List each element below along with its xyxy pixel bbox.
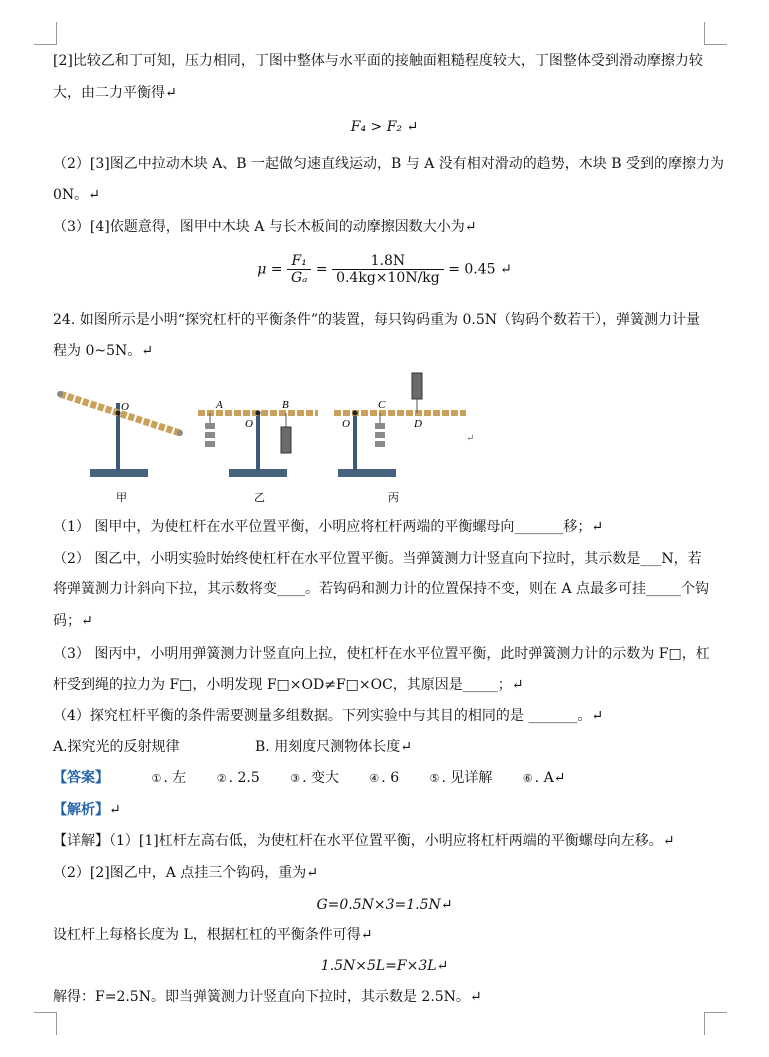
- sub-question-1: （1） 图甲中，为使杠杆在水平位置平衡，小明应将杠杆两端的平衡螺母向_______移；↵: [53, 519, 604, 535]
- option-b: B. 用刻度尺测物体长度↵: [255, 739, 412, 755]
- point-b-label: B: [282, 399, 289, 411]
- equation: G=0.5N×3=1.5N↵: [316, 897, 453, 913]
- lever-figure-yi: [198, 399, 318, 504]
- sub-question-3-line: （3） 图丙中，小明用弹簧测力计竖直向上拉，使杠杆在水平位置平衡，此时弹簧测力计的示数为 F□，杠: [53, 646, 710, 662]
- text-line: 设杠杆上每格长度为 L，根据杠杠的平衡条件可得↵: [53, 927, 373, 943]
- figure-caption: 丙: [388, 491, 399, 504]
- stand-pole: [353, 413, 357, 471]
- spring-scale: [412, 373, 422, 399]
- friction-coefficient-equation: [0, 253, 769, 286]
- lever-figure-jia: [57, 391, 183, 504]
- text-line: [2]比较乙和丁可知，压力相同，丁图中整体与水平面的接触面粗糙程度较大，丁图整体受到滑动摩擦力较: [53, 53, 703, 69]
- option-a: A.探究光的反射规律: [53, 739, 180, 755]
- text-line: （2）[3]图乙中拉动木块 A、B 一起做匀速直线运动，B 与 A 没有相对滑动的趋势，木块 B 受到的摩擦力为: [53, 156, 724, 172]
- page-corner-mark: [34, 22, 57, 45]
- answer-label: 【答案】: [53, 770, 109, 786]
- fraction-symbolic: [287, 253, 311, 286]
- hook-weight: [375, 441, 385, 447]
- answer-item: ③ . 变大: [290, 770, 339, 786]
- fraction-numerator: 1.8N: [332, 253, 444, 270]
- answer-item: ⑥ . A↵: [522, 770, 566, 786]
- detail-label: 【详解】: [53, 833, 109, 849]
- equation: 1.5N×5L=F×3L↵: [320, 958, 449, 974]
- paragraph-mark: ↵: [109, 802, 121, 818]
- stand-base: [338, 469, 396, 477]
- fraction-denominator: 0.4kg×10N/kg: [336, 270, 440, 286]
- equation-result: = 0.45 ↵: [448, 261, 512, 278]
- point-a-label: A: [216, 399, 223, 411]
- paragraph-mark: ↵: [466, 433, 475, 444]
- text-line: （2）[2]图乙中，A 点挂三个钩码，重为↵: [53, 865, 319, 881]
- question-24-line: 24. 如图所示是小明“探究杠杆的平衡条件”的装置，每只钩码重为 0.5N（钩码个数若干），弹簧测力计量: [53, 312, 700, 328]
- figure-caption: 甲: [116, 491, 127, 504]
- text-line: 解得：F=2.5N。即当弹簧测力计竖直向下拉时，其示数是 2.5N。↵: [53, 989, 482, 1005]
- page-corner-mark: [704, 1012, 727, 1035]
- analysis-line: [53, 801, 121, 819]
- hook-weight: [375, 423, 385, 429]
- balance-nut: [57, 391, 63, 397]
- fraction-numerator: F₁: [287, 253, 311, 270]
- sub-question-2-line: 将弹簧测力计斜向下拉，其示数将变____。若钩码和测力计的位置保持不变，则在 A 点最多可挂_____个钩: [53, 581, 710, 597]
- answer-item: ② . 2.5: [216, 770, 260, 786]
- sub-question-2-line: 码；↵: [53, 613, 93, 629]
- hook-weight: [205, 423, 215, 429]
- answer-item: ④ . 6: [369, 770, 400, 786]
- equation: F₄ > F₂ ↵: [350, 119, 419, 135]
- detail-text: （1）[1]杠杆左高右低，为使杠杆在水平位置平衡，小明应将杠杆两端的平衡螺母向左移。↵: [109, 833, 675, 849]
- pivot-point: [353, 411, 358, 416]
- pivot-point: [116, 411, 121, 416]
- pivot-label: O: [342, 418, 350, 430]
- hook-weight: [205, 432, 215, 438]
- point-d-label: D: [414, 418, 422, 430]
- analysis-label: 【解析】: [53, 802, 109, 818]
- sub-question-3-line: 杆受到绳的拉力为 F□，小明发现 F□×OD≠F□×OC，其原因是_____；↵: [53, 677, 524, 693]
- hook-weight: [375, 432, 385, 438]
- page-corner-mark: [34, 1012, 57, 1035]
- lever-figure-bing: [334, 373, 474, 504]
- figure-caption: 乙: [254, 491, 265, 504]
- fraction-numeric: [332, 253, 444, 286]
- answer-line: [53, 769, 591, 788]
- text-line: （3）[4]依题意得，图甲中木块 A 与长木板间的动摩擦因数大小为↵: [53, 219, 477, 235]
- page-corner-mark: [704, 22, 727, 45]
- text-line: 大，由二力平衡得↵: [53, 85, 177, 101]
- point-c-label: C: [378, 399, 386, 411]
- detail-line: [53, 832, 674, 850]
- pivot-point: [256, 411, 261, 416]
- answer-item: ⑤ . 见详解: [429, 770, 493, 786]
- text-line: 0N。↵: [53, 187, 100, 203]
- balance-nut: [177, 430, 183, 436]
- question-24-line: 程为 0~5N。↵: [53, 343, 153, 359]
- pivot-label: O: [121, 401, 129, 413]
- hook-weight: [205, 441, 215, 447]
- fraction-denominator: Gₐ: [290, 270, 308, 286]
- sub-question-2-line: （2） 图乙中，小明实验时始终使杠杆在水平位置平衡。当弹簧测力计竖直向下拉时，其示数是___N，若: [53, 551, 702, 567]
- mu-symbol: μ =: [257, 261, 283, 278]
- spring-scale: [281, 427, 291, 453]
- lever-diagram: [52, 365, 482, 507]
- equals-sign: =: [315, 261, 328, 278]
- sub-question-4: （4）探究杠杆平衡的条件需要测量多组数据。下列实验中与其目的相同的是 _______。↵: [53, 708, 604, 724]
- stand-pole: [256, 413, 260, 471]
- answer-item: ① . 左: [151, 770, 187, 786]
- pivot-label: O: [245, 418, 253, 430]
